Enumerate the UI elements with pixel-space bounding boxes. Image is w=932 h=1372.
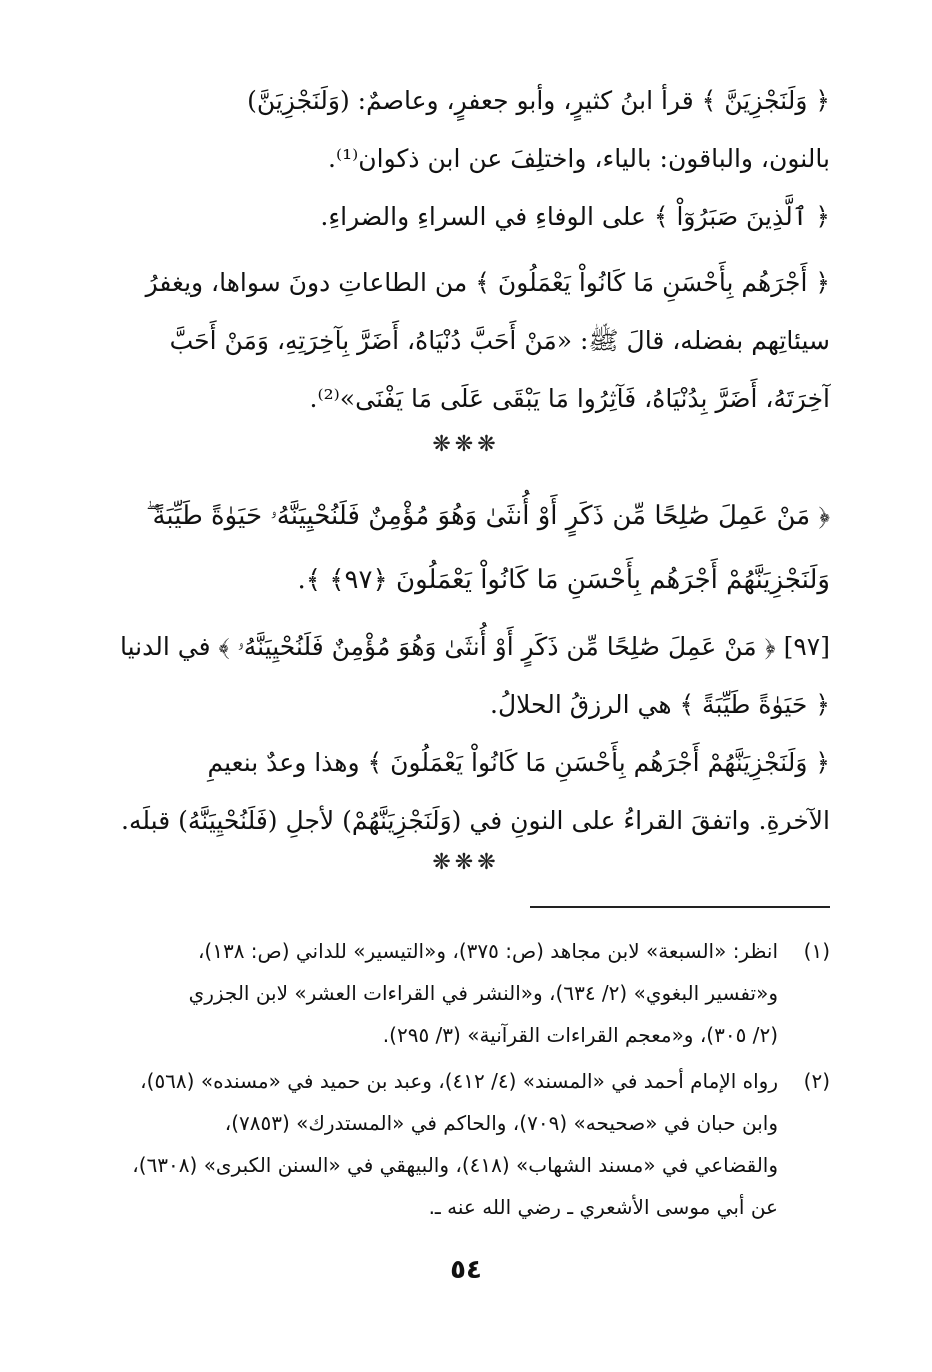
text-line: [٩٧] ﴿ مَنْ عَمِلَ صَٰلِحًا مِّن ذَكَرٍ أَوْ أُنثَىٰ وَهُوَ مُؤْمِنٌ فَلَنُحْيِيَنَّهُۥ ﴾ في الدنيا (119, 632, 830, 661)
text-line: سيئاتِهم بفضله، قالَ ﷺ: «مَنْ أَحَبَّ دُنْيَاهُ، أَضَرَّ بِآخِرَتِهِ، وَمَنْ أَحَبَّ (169, 326, 830, 355)
footnote-body (105, 930, 778, 1056)
footnote-line: انظر: «السبعة» لابن مجاهد (ص: ٣٧٥)، و«التيسير» للداني (ص: ١٣٨)، (197, 939, 778, 963)
footnote-number: (١) (803, 939, 830, 963)
section-separator-stars: ❋❋❋ (432, 850, 500, 875)
verse-line: وَلَنَجْزِيَنَّهُمْ أَجْرَهُم بِأَحْسَنِ مَا كَانُواْ يَعْمَلُونَ ﴿٩٧﴾ ﴾. (297, 565, 830, 595)
footnote-2 (105, 1060, 830, 1228)
text-line: ﴿ وَلَنَجْزِيَنَّ ﴾ قرأ ابنُ كثيرٍ، وأبو جعفرٍ، وعاصمٌ: (وَلَنَجْزِيَنَّ) (247, 86, 830, 115)
paragraph-qiraat-walanajziyanna (105, 72, 830, 188)
text-line: ﴿ ٱلَّذِينَ صَبَرُوٓاْ ﴾ على الوفاءِ في السراءِ والضراءِ. (320, 202, 830, 231)
text-line: ﴿ أَجْرَهُم بِأَحْسَنِ مَا كَانُواْ يَعْمَلُونَ ﴾ من الطاعاتِ دونَ سواها، ويغفرُ (145, 268, 830, 297)
verse-line: ﴿ مَنْ عَمِلَ صَٰلِحًا مِّن ذَكَرٍ أَوْ أُنثَىٰ وَهُوَ مُؤْمِنٌ فَلَنُحْيِيَنَّهُۥ حَيَوٰةً طَيِّبَةً ۖ (145, 501, 830, 531)
text-line: الآخرةِ. واتفقَ القراءُ على النونِ في (وَلَنَجْزِيَنَّهُمْ) لأجلِ (فَلَنُحْيِيَنَّهُ) قبلَه. (121, 806, 830, 835)
paragraph-walanajziyannahum (105, 734, 830, 850)
footnote-line: و«تفسير البغوي» (٢/ ٦٣٤)، و«النشر في القراءات العشر» لابن الجزري (188, 981, 778, 1005)
footnote-1 (105, 930, 830, 1056)
text-line: ﴿ وَلَنَجْزِيَنَّهُمْ أَجْرَهُم بِأَحْسَنِ مَا كَانُواْ يَعْمَلُونَ ﴾ وهذا وعدٌ بنعيمِ (207, 748, 830, 777)
footnote-number: (٢) (803, 1069, 830, 1093)
page-number: ٥٤ (450, 1255, 482, 1285)
quran-verse-97 (105, 484, 830, 612)
paragraph-alladhina-sabaru (105, 188, 830, 246)
footnote-line: وابن حبان في «صحيحه» (٧٠٩)، والحاكم في «المستدرك» (٧٨٥٣)، (224, 1111, 778, 1135)
footnote-line: (٢/ ٣٠٥)، و«معجم القراءات القرآنية» (٣/ ٢٩٥). (382, 1023, 778, 1047)
text-line: ﴿ حَيَوٰةً طَيِّبَةً ﴾ هي الرزقُ الحلالُ. (490, 690, 830, 719)
footnote-line: عن أبي موسى الأشعري ـ رضي الله عنه ـ. (428, 1195, 778, 1219)
footnote-line: والقضاعي في «مسند الشهاب» (٤١٨)، والبيهقي في «السنن الكبرى» (٦٣٠٨)، (132, 1153, 778, 1177)
section-separator-stars: ❋❋❋ (432, 432, 500, 457)
footnote-body (105, 1060, 778, 1228)
text-line: آخِرَتَهُ، أَضَرَّ بِدُنْيَاهُ، فَآثِرُوا مَا يَبْقَى عَلَى مَا يَفْنَى»⁽²⁾. (309, 384, 830, 413)
paragraph-ajrahum-hadith (105, 254, 830, 428)
paragraph-tafsir-97 (105, 618, 830, 734)
footnote-line: رواه الإمام أحمد في «المسند» (٤/ ٤١٢)، وعبد بن حميد في «مسنده» (٥٦٨)، (140, 1069, 778, 1093)
footnote-separator-rule (530, 906, 830, 908)
text-line: بالنون، والباقون: بالياء، واختلِفَ عن ابن ذكوان⁽¹⁾. (328, 144, 830, 173)
